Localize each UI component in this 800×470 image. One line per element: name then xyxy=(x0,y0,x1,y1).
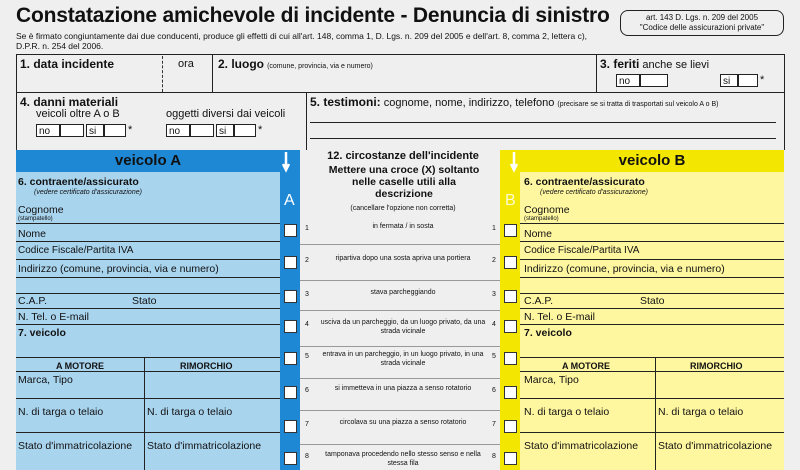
vehicle-b-header: veicolo B xyxy=(520,150,784,172)
injured-label: 3. feriti anche se lievi xyxy=(600,57,710,71)
row1-top-border xyxy=(16,54,784,55)
vehicle-b-tel: N. Tel. o E-mail xyxy=(524,311,595,323)
vehicle-b-indirizzo-line-2[interactable] xyxy=(520,293,784,294)
vehicle-b-table-top xyxy=(520,357,784,358)
objects-yes-checkbox[interactable] xyxy=(234,124,256,137)
circumstance-checkbox-a[interactable] xyxy=(284,256,297,269)
place-label: 2. luogo (comune, provincia, via e numero) xyxy=(218,57,373,71)
vehicle-b-veicolo: 7. veicolo xyxy=(524,327,572,339)
circumstance-separator xyxy=(300,280,500,281)
vehicle-b-stampatello: (stampatello) xyxy=(524,216,559,222)
vehicle-b-targa: N. di targa o telaio xyxy=(524,406,610,418)
vehicles-star: * xyxy=(128,124,133,136)
vehicle-b-targa-rimorchio: N. di targa o telaio xyxy=(658,406,744,418)
vehicle-b-stato: Stato xyxy=(640,295,665,307)
vehicle-b-contraente: 6. contraente/assicurato xyxy=(524,176,645,188)
injured-yes-checkbox[interactable] xyxy=(738,74,758,87)
vehicle-a-contraente: 6. contraente/assicurato xyxy=(18,176,139,188)
vehicle-b-strip-letter: B xyxy=(505,192,516,209)
vehicle-a-certificato: (vedere certificato d'assicurazione) xyxy=(34,189,142,196)
date-label: 1. data incidente xyxy=(20,57,115,71)
vehicle-b-indirizzo-line[interactable] xyxy=(520,277,784,278)
vehicle-a-arrow-icon xyxy=(282,150,298,180)
vehicle-a-header: veicolo A xyxy=(16,150,280,172)
circumstance-checkbox-b[interactable] xyxy=(504,352,517,365)
vehicle-a-stampatello: (stampatello) xyxy=(18,216,53,222)
damage-label: 4. danni materiali xyxy=(20,95,119,109)
vehicle-a-cf-line[interactable] xyxy=(16,259,280,260)
circumstance-number-b: 5 xyxy=(492,353,496,360)
circumstance-checkbox-a[interactable] xyxy=(284,290,297,303)
vehicles-label: veicoli oltre A o B xyxy=(36,108,120,120)
vehicle-a-tel: N. Tel. o E-mail xyxy=(18,311,89,323)
vehicle-b-table-header-line xyxy=(520,371,784,372)
vehicle-a-nome-line[interactable] xyxy=(16,241,280,242)
vehicle-b-certificato: (vedere certificato d'assicurazione) xyxy=(540,189,648,196)
right-border xyxy=(784,54,785,150)
vehicle-a-immatricolazione: Stato d'immatricolazione xyxy=(18,440,133,452)
circumstance-number-a: 7 xyxy=(305,421,309,428)
circumstance-number-a: 3 xyxy=(305,291,309,298)
vehicle-b-arrow-icon xyxy=(502,150,518,180)
circumstance-number-b: 4 xyxy=(492,321,496,328)
vehicle-a-indirizzo: Indirizzo (comune, provincia, via e numero) xyxy=(18,263,219,275)
time-label: ora xyxy=(178,58,194,70)
circumstance-checkbox-a[interactable] xyxy=(284,320,297,333)
time-luogo-divider xyxy=(212,54,213,92)
circumstance-number-b: 8 xyxy=(492,453,496,460)
circumstance-separator xyxy=(300,310,500,311)
danni-testimoni-divider xyxy=(306,92,307,150)
circumstance-separator xyxy=(300,444,500,445)
circumstances-title: 12. circostanze dell'incidente xyxy=(327,150,479,162)
circumstance-checkbox-a[interactable] xyxy=(284,452,297,465)
vehicle-b-targa-line[interactable] xyxy=(520,432,784,433)
circumstance-text: si immetteva in una piazza a senso rotatorio xyxy=(334,385,472,392)
objects-yes-label: si xyxy=(216,124,234,137)
left-border xyxy=(16,54,17,150)
vehicle-b-immatricolazione: Stato d'immatricolazione xyxy=(524,440,639,452)
circumstance-number-b: 3 xyxy=(492,291,496,298)
circumstance-number-a: 8 xyxy=(305,453,309,460)
vehicle-a-cognome-line[interactable] xyxy=(16,223,280,224)
circumstance-text: entrava in un parcheggio, in un luogo privato, in una strada vicinale xyxy=(322,351,484,367)
witnesses-label: 5. testimoni: cognome, nome, indirizzo, telefono (precisare se si tratta di trasportati sul veicolo A o B) xyxy=(310,95,719,109)
vehicle-b-marca: Marca, Tipo xyxy=(524,374,579,386)
vehicle-a-cognome: Cognome xyxy=(18,204,64,216)
vehicle-b-tel-line[interactable] xyxy=(520,324,784,325)
vehicle-a-strip-letter: A xyxy=(284,192,295,209)
vehicle-a-targa-rimorchio: N. di targa o telaio xyxy=(147,406,233,418)
witness-line-2[interactable] xyxy=(310,138,776,139)
vehicle-a-nome: Nome xyxy=(18,228,47,240)
circumstance-separator xyxy=(300,378,500,379)
objects-star: * xyxy=(258,124,263,136)
circumstance-text: circolava su una piazza a senso rotatorio xyxy=(339,419,467,426)
circumstance-number-a: 1 xyxy=(305,225,309,232)
circumstance-text: ripartiva dopo una sosta apriva una portiera xyxy=(335,255,471,262)
vehicle-a-panel xyxy=(16,150,280,470)
date-time-divider xyxy=(162,56,163,92)
vehicle-a-targa: N. di targa o telaio xyxy=(18,406,104,418)
vehicle-a-table-top xyxy=(16,357,280,358)
legal-line-2: "Codice delle assicurazioni private" xyxy=(639,23,765,32)
injured-yes-label: si xyxy=(720,74,738,87)
row1-bottom-border xyxy=(16,92,784,93)
vehicle-b-cf-line[interactable] xyxy=(520,259,784,260)
circumstance-number-a: 5 xyxy=(305,353,309,360)
vehicles-yes-label: si xyxy=(86,124,104,137)
vehicle-a-table-header-line xyxy=(16,371,280,372)
vehicle-b-cf: Codice Fiscale/Partita IVA xyxy=(524,245,640,256)
circumstance-checkbox-b[interactable] xyxy=(504,290,517,303)
circumstances-cancel-note: (cancellare l'opzione non corretta) xyxy=(350,205,456,212)
luogo-feriti-divider xyxy=(596,54,597,92)
vehicles-no-label: no xyxy=(36,124,60,137)
vehicle-b-cognome: Cognome xyxy=(524,204,570,216)
vehicle-b-nome-line[interactable] xyxy=(520,241,784,242)
vehicle-a-veicolo: 7. veicolo xyxy=(18,327,66,339)
circumstance-number-a: 6 xyxy=(305,387,309,394)
vehicle-b-cap-line[interactable] xyxy=(520,308,784,309)
vehicle-a-rimorchio: RIMORCHIO xyxy=(180,361,233,371)
circumstance-number-a: 2 xyxy=(305,257,309,264)
vehicle-b-cap: C.A.P. xyxy=(524,295,553,307)
circumstance-checkbox-a[interactable] xyxy=(284,224,297,237)
vehicle-b-rimorchio: RIMORCHIO xyxy=(690,361,743,371)
vehicle-a-cap-line[interactable] xyxy=(16,308,280,309)
circumstance-checkbox-b[interactable] xyxy=(504,320,517,333)
vehicle-b-immatricolazione-rimorchio: Stato d'immatricolazione xyxy=(658,440,773,452)
objects-label: oggetti diversi dai veicoli xyxy=(166,108,286,120)
legal-line-1: art. 143 D. Lgs. n. 209 del 2005 xyxy=(645,13,759,22)
circumstance-checkbox-a[interactable] xyxy=(284,420,297,433)
circumstance-number-a: 4 xyxy=(305,321,309,328)
injured-star: * xyxy=(760,74,765,86)
circumstance-number-b: 1 xyxy=(492,225,496,232)
circumstance-checkbox-b[interactable] xyxy=(504,256,517,269)
circumstance-checkbox-b[interactable] xyxy=(504,420,517,433)
vehicle-a-indirizzo-line-2[interactable] xyxy=(16,293,280,294)
circumstance-separator xyxy=(300,410,500,411)
vehicle-a-cap: C.A.P. xyxy=(18,295,47,307)
circumstance-text: in fermata / in sosta xyxy=(372,223,434,230)
circumstance-text: tamponava procedendo nello stesso senso e nella stessa fila xyxy=(325,451,481,467)
circumstance-separator xyxy=(300,346,500,347)
circumstance-checkbox-b[interactable] xyxy=(504,224,517,237)
circumstance-checkbox-b[interactable] xyxy=(504,452,517,465)
vehicle-a-indirizzo-line[interactable] xyxy=(16,277,280,278)
form-title: Constatazione amichevole di incidente - Denuncia di sinistro xyxy=(16,4,610,27)
vehicle-a-stato: Stato xyxy=(132,295,157,307)
circumstance-text: usciva da un parcheggio, da un luogo privato, da una strada vicinale xyxy=(320,319,486,335)
vehicle-a-marca: Marca, Tipo xyxy=(18,374,73,386)
witness-line-1[interactable] xyxy=(310,122,776,123)
injured-no-checkbox[interactable] xyxy=(640,74,668,87)
circumstance-number-b: 2 xyxy=(492,257,496,264)
vehicle-b-cognome-line[interactable] xyxy=(520,223,784,224)
circumstance-number-b: 6 xyxy=(492,387,496,394)
vehicle-a-tel-line[interactable] xyxy=(16,324,280,325)
vehicle-b-motore: A MOTORE xyxy=(562,361,611,371)
circumstance-checkbox-a[interactable] xyxy=(284,386,297,399)
injured-no-label: no xyxy=(616,74,640,87)
vehicle-b-marca-line[interactable] xyxy=(520,398,784,399)
vehicle-b-panel xyxy=(520,150,784,470)
circumstance-text: stava parcheggiando xyxy=(370,289,436,296)
form-subtitle: Se è firmato congiuntamente dai due conducenti, produce gli effetti di cui all'art. 148, comma 1, D. Lgs. n. 209 del 2005 e dell'art. 8, comma 2, lettera c), D.P.R. n. 254 del 2006. xyxy=(16,31,588,51)
vehicle-a-cf: Codice Fiscale/Partita IVA xyxy=(18,245,134,256)
circumstance-separator xyxy=(300,244,500,245)
objects-no-label: no xyxy=(166,124,190,137)
vehicle-b-indirizzo: Indirizzo (comune, provincia, via e numero) xyxy=(524,263,725,275)
vehicle-a-motore: A MOTORE xyxy=(56,361,105,371)
objects-no-checkbox[interactable] xyxy=(190,124,214,137)
vehicles-yes-checkbox[interactable] xyxy=(104,124,126,137)
vehicle-a-targa-line[interactable] xyxy=(16,432,280,433)
circumstances-instruction: Mettere una croce (X) soltanto nelle caselle utili alla descrizione xyxy=(328,164,480,200)
vehicle-a-immatricolazione-rimorchio: Stato d'immatricolazione xyxy=(147,440,262,452)
vehicles-no-checkbox[interactable] xyxy=(60,124,84,137)
circumstance-checkbox-b[interactable] xyxy=(504,386,517,399)
vehicle-b-table-divider xyxy=(655,357,656,470)
vehicle-a-marca-line[interactable] xyxy=(16,398,280,399)
vehicle-a-table-divider xyxy=(144,357,145,470)
legal-reference xyxy=(620,10,784,36)
circumstance-number-b: 7 xyxy=(492,421,496,428)
circumstance-checkbox-a[interactable] xyxy=(284,352,297,365)
vehicle-b-nome: Nome xyxy=(524,228,553,240)
